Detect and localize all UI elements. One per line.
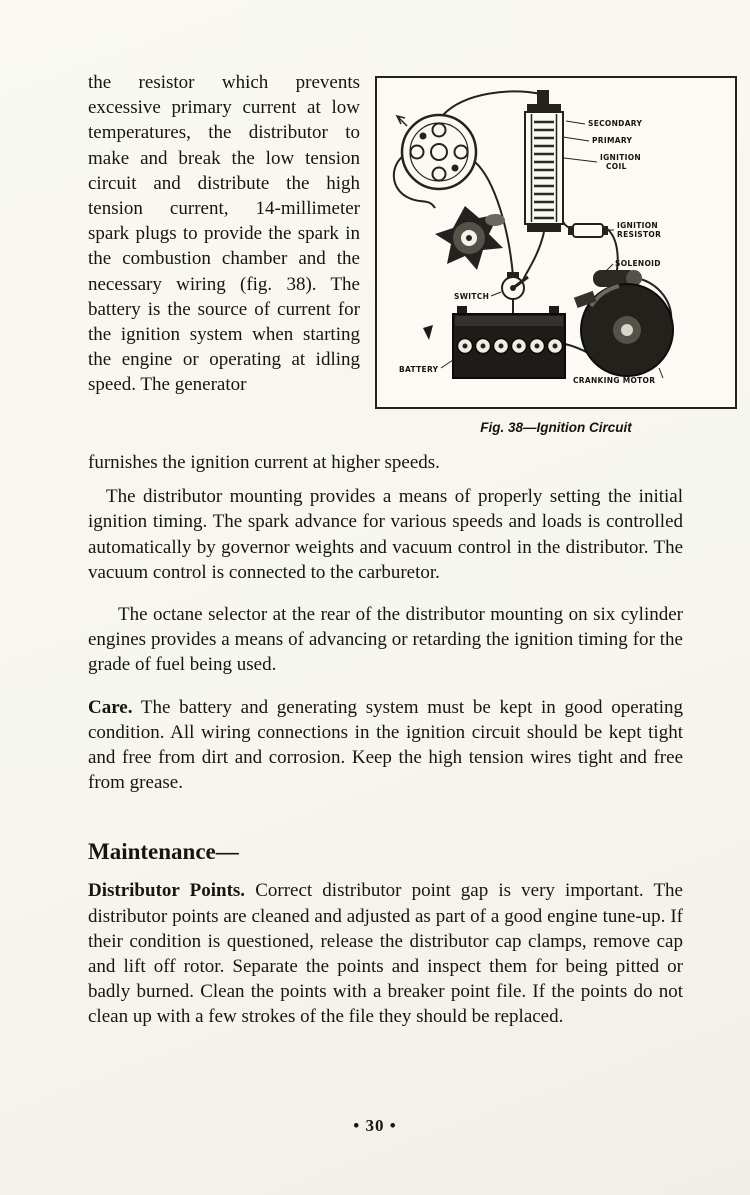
intro-section bbox=[88, 70, 683, 450]
battery-icon bbox=[423, 306, 565, 378]
label-cranking-motor: CRANKING MOTOR bbox=[573, 376, 656, 385]
label-ignition-coil-line1: IGNITION bbox=[600, 153, 641, 162]
paragraph-care bbox=[88, 695, 683, 796]
label-battery: BATTERY bbox=[399, 365, 439, 374]
label-primary: PRIMARY bbox=[592, 136, 633, 145]
page-number: • 30 • bbox=[353, 1116, 397, 1135]
cranking-motor-icon bbox=[574, 284, 673, 376]
distributor-cap-icon bbox=[397, 115, 476, 189]
distributor-points-label: Distributor Points. bbox=[88, 880, 246, 902]
distributor-points-text: Correct distributor point gap is very important. The distributor points are cleaned and adjusted as part of a good engine tune-up. If their condition is questioned, release the distributor cap clamps, remove cap and lift off rotor. Separate the points and inspect them for being pitted or badly burned. Clean the points with a breaker point file. If the points do not clean up with a few strokes of the file they should be replaced. bbox=[88, 880, 683, 1028]
ignition-circuit-drawing bbox=[377, 78, 735, 407]
ignition-resistor-icon bbox=[568, 224, 608, 237]
paragraph-distributor-mounting: The distributor mounting provides a means of properly setting the initial ignition timing. The spark advance for various speeds and loads is controlled automatically by governor weights and vacuum control in the distributor. The vacuum control is connected to the carburetor. bbox=[88, 486, 683, 583]
figure-caption: Fig. 38—Ignition Circuit bbox=[480, 420, 632, 435]
intro-paragraph: the resistor which prevents excessive primary current at low temperatures, the distributor to make and break the low tension circuit and distribute the high tension current, 14-millimeter spark plugs to provide the spark in the combustion chamber and the necessary wiring (fig. 38). The battery is the source of current for the ignition system when starting the engine or operating at idling speed. The generator bbox=[88, 72, 360, 396]
arrow-marker bbox=[423, 325, 433, 340]
intro-continuation: furnishes the ignition current at higher speeds. bbox=[88, 452, 440, 473]
maintenance-heading: Maintenance— bbox=[88, 839, 239, 865]
paragraph-octane-selector: The octane selector at the rear of the distributor mounting on six cylinder engines provides a means of advancing or retarding the ignition timing for the grade of fuel being used. bbox=[88, 604, 683, 676]
care-text: The battery and generating system must be kept in good operating condition. All wiring connections in the ignition circuit should be kept tight and free from dirt and corrosion. Keep the high tension wires tight and free from grease. bbox=[88, 696, 683, 794]
paragraph-distributor-points bbox=[88, 878, 683, 1029]
ignition-coil-icon bbox=[525, 90, 563, 232]
label-ignition-coil-line2: COIL bbox=[606, 162, 627, 171]
label-ignition-resistor-line2: RESISTOR bbox=[617, 230, 662, 239]
label-solenoid: SOLENOID bbox=[615, 259, 661, 268]
care-label: Care. bbox=[88, 696, 133, 718]
breaker-plate-icon bbox=[435, 206, 505, 270]
ignition-circuit-illustration bbox=[375, 76, 737, 409]
figure-38 bbox=[375, 76, 737, 435]
label-secondary: SECONDARY bbox=[588, 119, 643, 128]
label-ignition-resistor-line1: IGNITION bbox=[617, 221, 658, 230]
label-switch: SWITCH bbox=[454, 292, 490, 301]
